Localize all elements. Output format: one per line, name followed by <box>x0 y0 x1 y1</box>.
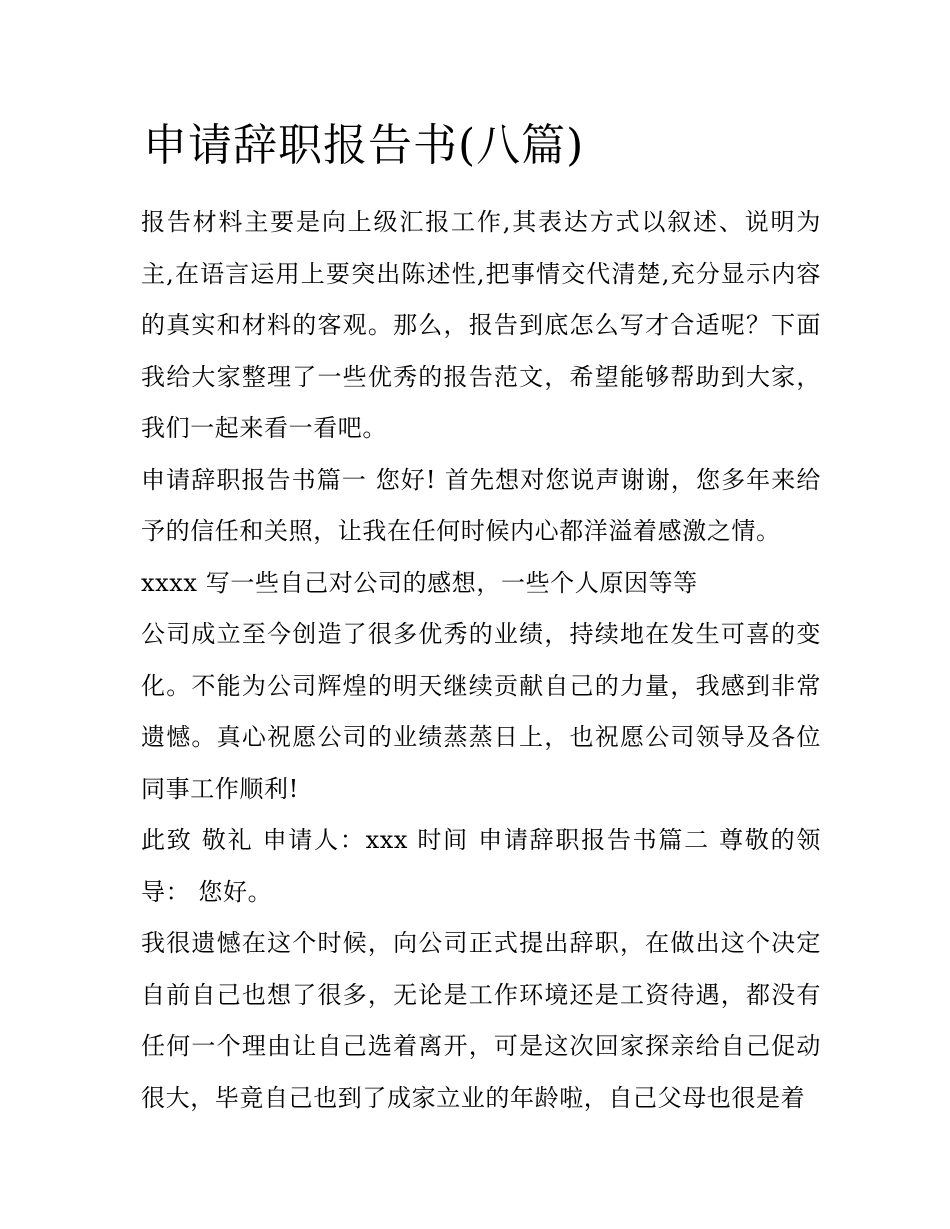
document-body <box>141 197 821 1124</box>
paragraph-letter-one-wishes: 公司成立至今创造了很多优秀的业绩，持续地在发生可喜的变化。不能为公司辉煌的明天继续贡献自己的力量，我感到非常遗憾。真心祝愿公司的业绩蒸蒸日上，也祝愿公司领导及各位同事工作顺利! <box>141 620 821 803</box>
paragraph-closing-and-letter-two: 此致 敬礼 申请人：xxx 时间 申请辞职报告书篇二 尊敬的领导： 您好。 <box>141 826 821 906</box>
paragraph-letter-one-greeting: 申请辞职报告书篇一 您好! 首先想对您说声谢谢，您多年来给予的信任和关照，让我在任何时候内心都洋溢着感激之情。 <box>141 465 821 545</box>
paragraph-letter-one-note: xxxx 写一些自己对公司的感想，一些个人原因等等 <box>141 568 698 597</box>
document-title: 申请辞职报告书(八篇) <box>143 120 585 171</box>
paragraph-letter-two-body: 我很遗憾在这个时候，向公司正式提出辞职，在做出这个决定自前自己也想了很多，无论是工作环境还是工资待遇，都没有任何一个理由让自己选着离开，可是这次回家探亲给自己促动很大，毕竟自己也到了成家立业的年龄啦，自己父母也很是着 <box>141 929 821 1112</box>
paragraph-intro: 报告材料主要是向上级汇报工作,其表达方式以叙述、说明为主,在语言运用上要突出陈述性,把事情交代清楚,充分显示内容的真实和材料的客观。那么，报告到底怎么写才合适呢？下面我给大家整理了一些优秀的报告范文，希望能够帮助到大家，我们一起来看一看吧。 <box>141 208 821 442</box>
